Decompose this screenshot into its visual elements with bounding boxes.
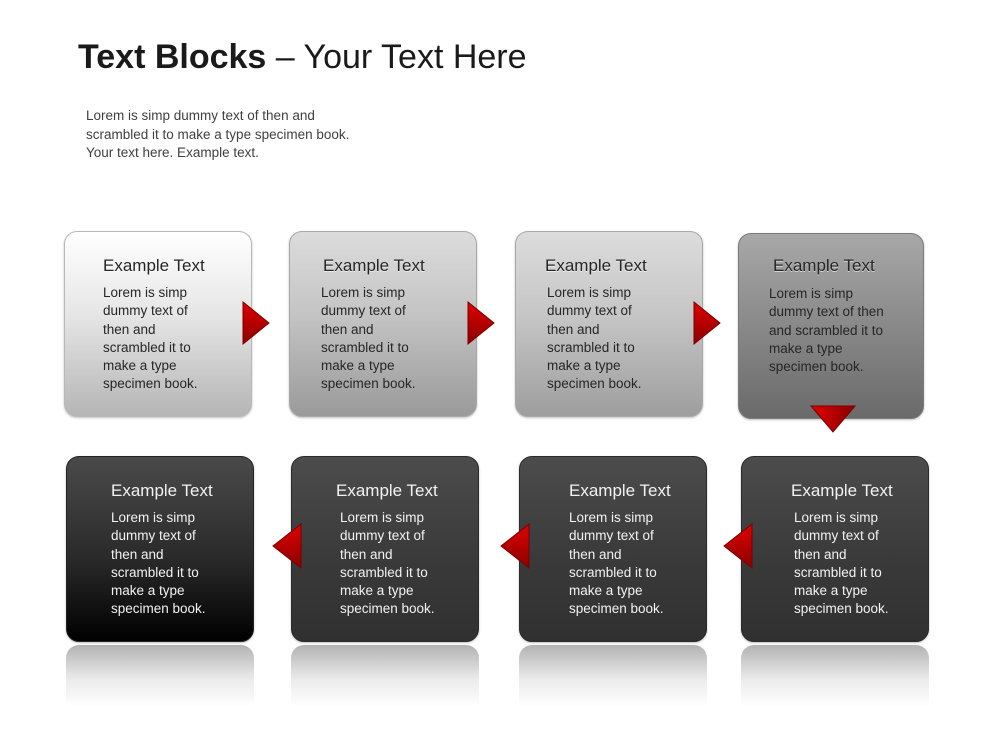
arrow-right-icon bbox=[467, 301, 495, 345]
text-block-5 bbox=[66, 456, 254, 642]
block-line: dummy text of bbox=[321, 303, 406, 319]
block-body bbox=[111, 509, 206, 619]
block-line: make a type bbox=[569, 583, 643, 599]
block-line: scrambled it to bbox=[547, 339, 635, 355]
block-line: specimen book. bbox=[103, 376, 198, 392]
block-line: scrambled it to bbox=[340, 564, 428, 580]
block-heading: Example Text bbox=[323, 256, 425, 275]
block-line: Lorem is simp bbox=[569, 510, 654, 525]
title-rest: – Your Text Here bbox=[266, 38, 527, 76]
block-line: specimen book. bbox=[111, 601, 206, 617]
block-line: then and bbox=[794, 546, 847, 562]
block-line: and scrambled it to bbox=[769, 322, 884, 338]
block-heading: Example Text bbox=[111, 481, 213, 500]
block-heading: Example Text bbox=[103, 256, 205, 275]
block-body bbox=[340, 509, 435, 619]
block-body bbox=[103, 284, 198, 394]
block-line: Lorem is simp bbox=[321, 285, 406, 300]
block-heading: Example Text bbox=[791, 481, 893, 500]
block-line: make a type bbox=[321, 358, 395, 374]
block-line: scrambled it to bbox=[569, 564, 657, 580]
block-line: then and bbox=[111, 546, 164, 562]
block-line: then and bbox=[103, 321, 156, 337]
text-block-2 bbox=[289, 231, 477, 417]
arrow-left-icon bbox=[723, 523, 753, 569]
arrow-left-icon bbox=[500, 523, 530, 569]
intro-text bbox=[86, 107, 349, 163]
block-line: make a type bbox=[794, 583, 868, 599]
block-line: dummy text of bbox=[569, 528, 654, 544]
block-reflection bbox=[741, 645, 929, 707]
arrow-right-icon bbox=[693, 301, 721, 345]
block-heading: Example Text bbox=[773, 256, 875, 275]
block-line: specimen book. bbox=[321, 376, 416, 392]
block-line: then and bbox=[321, 321, 374, 337]
block-line: dummy text of bbox=[340, 528, 425, 544]
arrow-right-icon bbox=[242, 301, 270, 345]
block-line: Lorem is simp bbox=[340, 510, 425, 525]
block-line: scrambled it to bbox=[111, 564, 199, 580]
block-reflection bbox=[291, 645, 479, 707]
block-line: dummy text of bbox=[794, 528, 879, 544]
block-line: scrambled it to bbox=[794, 564, 882, 580]
text-block-6 bbox=[291, 456, 479, 642]
page-title bbox=[78, 38, 527, 77]
block-line: Lorem is simp bbox=[111, 510, 196, 525]
intro-line: Lorem is simp dummy text of then and bbox=[86, 108, 315, 123]
block-heading: Example Text bbox=[336, 481, 438, 500]
block-line: Lorem is simp bbox=[103, 285, 188, 300]
block-line: scrambled it to bbox=[103, 339, 191, 355]
title-bold: Text Blocks bbox=[78, 38, 267, 76]
intro-line: Your text here. Example text. bbox=[86, 145, 259, 160]
block-line: scrambled it to bbox=[321, 339, 409, 355]
intro-line: scrambled it to make a type specimen book. bbox=[86, 126, 350, 142]
text-block-3 bbox=[515, 231, 703, 417]
arrow-down-icon bbox=[810, 405, 856, 433]
text-block-8 bbox=[741, 456, 929, 642]
block-reflection bbox=[519, 645, 707, 707]
block-body bbox=[321, 284, 416, 394]
text-block-4 bbox=[738, 233, 924, 419]
block-line: specimen book. bbox=[547, 376, 642, 392]
block-line: dummy text of bbox=[547, 303, 632, 319]
block-line: Lorem is simp bbox=[547, 285, 632, 300]
block-line: specimen book. bbox=[569, 601, 664, 617]
block-body bbox=[769, 285, 884, 376]
arrow-left-icon bbox=[272, 523, 302, 569]
block-line: Lorem is simp bbox=[769, 286, 854, 301]
block-line: then and bbox=[340, 546, 393, 562]
block-heading: Example Text bbox=[545, 256, 647, 275]
block-line: make a type bbox=[103, 358, 177, 374]
block-line: dummy text of then bbox=[769, 304, 884, 320]
block-line: dummy text of bbox=[111, 528, 196, 544]
block-line: make a type bbox=[340, 583, 414, 599]
block-line: make a type bbox=[547, 358, 621, 374]
block-line: Lorem is simp bbox=[794, 510, 879, 525]
text-block-1 bbox=[64, 231, 252, 417]
block-reflection bbox=[66, 645, 254, 707]
block-line: make a type bbox=[111, 583, 185, 599]
block-line: then and bbox=[547, 321, 600, 337]
block-line: dummy text of bbox=[103, 303, 188, 319]
text-block-7 bbox=[519, 456, 707, 642]
block-line: specimen book. bbox=[340, 601, 435, 617]
block-line: make a type bbox=[769, 340, 843, 356]
block-body bbox=[547, 284, 642, 394]
block-heading: Example Text bbox=[569, 481, 671, 500]
block-body bbox=[794, 509, 889, 619]
block-line: then and bbox=[569, 546, 622, 562]
block-line: specimen book. bbox=[794, 601, 889, 617]
block-body bbox=[569, 509, 664, 619]
block-line: specimen book. bbox=[769, 359, 864, 375]
